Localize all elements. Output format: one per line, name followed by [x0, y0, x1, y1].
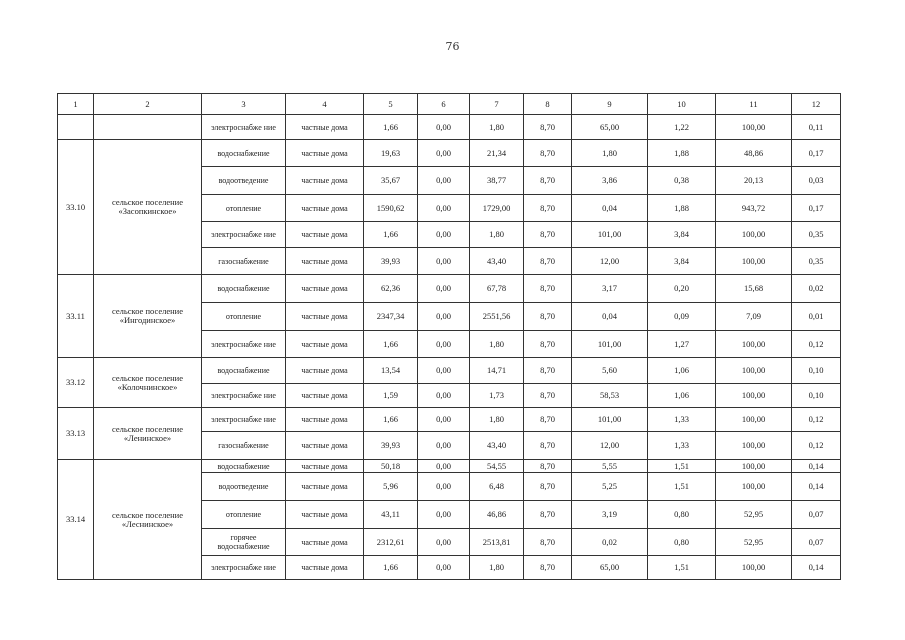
housing-type-cell: частные дома: [286, 140, 364, 167]
value-cell: 54,55: [470, 460, 524, 473]
value-cell: 1,88: [648, 195, 716, 222]
service-cell: отопление: [202, 195, 286, 222]
value-cell: 35,67: [364, 167, 418, 195]
column-header: 10: [648, 94, 716, 115]
service-cell: электроснабже ние: [202, 115, 286, 140]
row-number-cell: 33.13: [58, 408, 94, 460]
value-cell: 8,70: [524, 222, 572, 248]
value-cell: 3,84: [648, 222, 716, 248]
value-cell: 8,70: [524, 460, 572, 473]
value-cell: 0,38: [648, 167, 716, 195]
value-cell: 8,70: [524, 384, 572, 408]
value-cell: 101,00: [572, 408, 648, 432]
value-cell: 3,86: [572, 167, 648, 195]
value-cell: 5,25: [572, 473, 648, 501]
value-cell: 8,70: [524, 248, 572, 275]
value-cell: 1,80: [470, 556, 524, 580]
row-number-cell: 33.10: [58, 140, 94, 275]
housing-type-cell: частные дома: [286, 460, 364, 473]
value-cell: 1,51: [648, 460, 716, 473]
housing-type-cell: частные дома: [286, 275, 364, 303]
row-number-cell: 33.14: [58, 460, 94, 580]
value-cell: 0,03: [792, 167, 841, 195]
value-cell: 100,00: [716, 460, 792, 473]
value-cell: 0,00: [418, 473, 470, 501]
value-cell: 1729,00: [470, 195, 524, 222]
housing-type-cell: частные дома: [286, 501, 364, 529]
value-cell: 0,00: [418, 195, 470, 222]
value-cell: 0,00: [418, 384, 470, 408]
value-cell: 1,66: [364, 556, 418, 580]
value-cell: 1,66: [364, 331, 418, 358]
value-cell: 0,17: [792, 195, 841, 222]
settlement-name-cell: сельское поселение «Колочнинское»: [94, 358, 202, 408]
value-cell: 1,80: [470, 222, 524, 248]
service-cell: водоснабжение: [202, 358, 286, 384]
column-header: 7: [470, 94, 524, 115]
value-cell: 0,00: [418, 358, 470, 384]
value-cell: 12,00: [572, 248, 648, 275]
service-cell: водоснабжение: [202, 140, 286, 167]
table-row: [58, 358, 841, 384]
value-cell: 0,35: [792, 248, 841, 275]
value-cell: 100,00: [716, 384, 792, 408]
value-cell: 0,00: [418, 303, 470, 331]
value-cell: 8,70: [524, 195, 572, 222]
page-number: 76: [445, 40, 460, 53]
service-cell: газоснабжение: [202, 432, 286, 460]
row-number-cell: 33.12: [58, 358, 94, 408]
service-cell: горячее водоснабжение: [202, 529, 286, 556]
value-cell: 1,06: [648, 384, 716, 408]
value-cell: 8,70: [524, 140, 572, 167]
value-cell: 8,70: [524, 275, 572, 303]
housing-type-cell: частные дома: [286, 115, 364, 140]
value-cell: 1,73: [470, 384, 524, 408]
table-row: [58, 408, 841, 432]
value-cell: 100,00: [716, 358, 792, 384]
value-cell: 20,13: [716, 167, 792, 195]
value-cell: 0,14: [792, 556, 841, 580]
housing-type-cell: частные дома: [286, 408, 364, 432]
value-cell: 21,34: [470, 140, 524, 167]
value-cell: 2312,61: [364, 529, 418, 556]
column-header: 8: [524, 94, 572, 115]
housing-type-cell: частные дома: [286, 222, 364, 248]
value-cell: 0,12: [792, 432, 841, 460]
column-header: 1: [58, 94, 94, 115]
value-cell: 0,02: [572, 529, 648, 556]
housing-type-cell: частные дома: [286, 167, 364, 195]
service-cell: водоотведение: [202, 167, 286, 195]
value-cell: 43,11: [364, 501, 418, 529]
column-header: 4: [286, 94, 364, 115]
value-cell: 1,27: [648, 331, 716, 358]
value-cell: 100,00: [716, 432, 792, 460]
value-cell: 58,53: [572, 384, 648, 408]
value-cell: 0,10: [792, 384, 841, 408]
service-cell: электроснабже ние: [202, 408, 286, 432]
value-cell: 0,00: [418, 140, 470, 167]
value-cell: 5,55: [572, 460, 648, 473]
value-cell: 0,04: [572, 195, 648, 222]
value-cell: 0,80: [648, 501, 716, 529]
value-cell: 100,00: [716, 331, 792, 358]
service-cell: водоснабжение: [202, 275, 286, 303]
table-row: [58, 275, 841, 303]
value-cell: 1,51: [648, 473, 716, 501]
housing-type-cell: частные дома: [286, 432, 364, 460]
value-cell: 1,33: [648, 408, 716, 432]
table-body: [58, 115, 841, 580]
housing-type-cell: частные дома: [286, 358, 364, 384]
value-cell: 65,00: [572, 115, 648, 140]
service-cell: электроснабже ние: [202, 556, 286, 580]
value-cell: 0,12: [792, 331, 841, 358]
value-cell: 52,95: [716, 529, 792, 556]
service-cell: электроснабже ние: [202, 222, 286, 248]
value-cell: 100,00: [716, 473, 792, 501]
value-cell: 46,86: [470, 501, 524, 529]
table-row: [58, 140, 841, 167]
value-cell: 0,02: [792, 275, 841, 303]
value-cell: 8,70: [524, 501, 572, 529]
value-cell: 1,80: [470, 331, 524, 358]
value-cell: 1,80: [470, 408, 524, 432]
settlement-name-cell: сельское поселение «Засопкинское»: [94, 140, 202, 275]
value-cell: 100,00: [716, 408, 792, 432]
data-table: [57, 93, 841, 580]
value-cell: 3,84: [648, 248, 716, 275]
housing-type-cell: частные дома: [286, 195, 364, 222]
value-cell: 2551,56: [470, 303, 524, 331]
value-cell: 0,00: [418, 432, 470, 460]
housing-type-cell: частные дома: [286, 248, 364, 275]
value-cell: 8,70: [524, 473, 572, 501]
column-header: 11: [716, 94, 792, 115]
row-number-cell: 33.11: [58, 275, 94, 358]
value-cell: 6,48: [470, 473, 524, 501]
value-cell: 8,70: [524, 432, 572, 460]
service-cell: водоотведение: [202, 473, 286, 501]
value-cell: 5,60: [572, 358, 648, 384]
value-cell: 2513,81: [470, 529, 524, 556]
value-cell: 8,70: [524, 331, 572, 358]
value-cell: 0,17: [792, 140, 841, 167]
value-cell: 1,06: [648, 358, 716, 384]
value-cell: 0,00: [418, 167, 470, 195]
value-cell: 14,71: [470, 358, 524, 384]
value-cell: 8,70: [524, 115, 572, 140]
row-number-cell: [58, 115, 94, 140]
service-cell: электроснабже ние: [202, 384, 286, 408]
value-cell: 1,59: [364, 384, 418, 408]
value-cell: 100,00: [716, 222, 792, 248]
value-cell: 7,09: [716, 303, 792, 331]
value-cell: 100,00: [716, 248, 792, 275]
column-header: 5: [364, 94, 418, 115]
value-cell: 52,95: [716, 501, 792, 529]
value-cell: 8,70: [524, 529, 572, 556]
housing-type-cell: частные дома: [286, 556, 364, 580]
settlement-name-cell: [94, 115, 202, 140]
header-row: [58, 94, 841, 115]
value-cell: 0,00: [418, 460, 470, 473]
value-cell: 100,00: [716, 556, 792, 580]
housing-type-cell: частные дома: [286, 331, 364, 358]
value-cell: 13,54: [364, 358, 418, 384]
value-cell: 0,14: [792, 460, 841, 473]
value-cell: 65,00: [572, 556, 648, 580]
value-cell: 0,00: [418, 529, 470, 556]
service-cell: газоснабжение: [202, 248, 286, 275]
value-cell: 1,66: [364, 222, 418, 248]
value-cell: 2347,34: [364, 303, 418, 331]
housing-type-cell: частные дома: [286, 303, 364, 331]
value-cell: 0,00: [418, 408, 470, 432]
value-cell: 0,09: [648, 303, 716, 331]
value-cell: 1,80: [470, 115, 524, 140]
value-cell: 50,18: [364, 460, 418, 473]
column-header: 12: [792, 94, 841, 115]
service-cell: отопление: [202, 501, 286, 529]
column-header: 9: [572, 94, 648, 115]
value-cell: 0,00: [418, 275, 470, 303]
value-cell: 8,70: [524, 303, 572, 331]
value-cell: 39,93: [364, 432, 418, 460]
value-cell: 39,93: [364, 248, 418, 275]
value-cell: 0,35: [792, 222, 841, 248]
value-cell: 1,80: [572, 140, 648, 167]
value-cell: 0,01: [792, 303, 841, 331]
service-cell: отопление: [202, 303, 286, 331]
value-cell: 8,70: [524, 358, 572, 384]
value-cell: 0,20: [648, 275, 716, 303]
value-cell: 0,07: [792, 529, 841, 556]
housing-type-cell: частные дома: [286, 473, 364, 501]
value-cell: 8,70: [524, 408, 572, 432]
value-cell: 62,36: [364, 275, 418, 303]
value-cell: 15,68: [716, 275, 792, 303]
value-cell: 0,14: [792, 473, 841, 501]
value-cell: 8,70: [524, 556, 572, 580]
value-cell: 1,51: [648, 556, 716, 580]
value-cell: 0,12: [792, 408, 841, 432]
table-row: [58, 115, 841, 140]
value-cell: 67,78: [470, 275, 524, 303]
value-cell: 0,04: [572, 303, 648, 331]
value-cell: 0,00: [418, 501, 470, 529]
value-cell: 100,00: [716, 115, 792, 140]
service-cell: водоснабжение: [202, 460, 286, 473]
value-cell: 1590,62: [364, 195, 418, 222]
value-cell: 1,33: [648, 432, 716, 460]
value-cell: 0,07: [792, 501, 841, 529]
value-cell: 943,72: [716, 195, 792, 222]
value-cell: 0,00: [418, 115, 470, 140]
table-row: [58, 460, 841, 473]
value-cell: 43,40: [470, 248, 524, 275]
value-cell: 8,70: [524, 167, 572, 195]
column-header: 2: [94, 94, 202, 115]
value-cell: 0,11: [792, 115, 841, 140]
value-cell: 0,00: [418, 556, 470, 580]
column-header: 6: [418, 94, 470, 115]
value-cell: 48,86: [716, 140, 792, 167]
value-cell: 0,10: [792, 358, 841, 384]
value-cell: 101,00: [572, 331, 648, 358]
value-cell: 0,00: [418, 331, 470, 358]
value-cell: 43,40: [470, 432, 524, 460]
value-cell: 12,00: [572, 432, 648, 460]
settlement-name-cell: сельское поселение «Ленинское»: [94, 408, 202, 460]
value-cell: 101,00: [572, 222, 648, 248]
value-cell: 3,17: [572, 275, 648, 303]
service-cell: электроснабже ние: [202, 331, 286, 358]
column-header: 3: [202, 94, 286, 115]
value-cell: 3,19: [572, 501, 648, 529]
value-cell: 38,77: [470, 167, 524, 195]
settlement-name-cell: сельское поселение «Ингодинское»: [94, 275, 202, 358]
housing-type-cell: частные дома: [286, 384, 364, 408]
value-cell: 1,22: [648, 115, 716, 140]
value-cell: 0,00: [418, 222, 470, 248]
housing-type-cell: частные дома: [286, 529, 364, 556]
value-cell: 1,66: [364, 115, 418, 140]
value-cell: 5,96: [364, 473, 418, 501]
settlement-name-cell: сельское поселение «Леснинское»: [94, 460, 202, 580]
value-cell: 1,88: [648, 140, 716, 167]
value-cell: 0,00: [418, 248, 470, 275]
value-cell: 0,80: [648, 529, 716, 556]
value-cell: 1,66: [364, 408, 418, 432]
value-cell: 19,63: [364, 140, 418, 167]
